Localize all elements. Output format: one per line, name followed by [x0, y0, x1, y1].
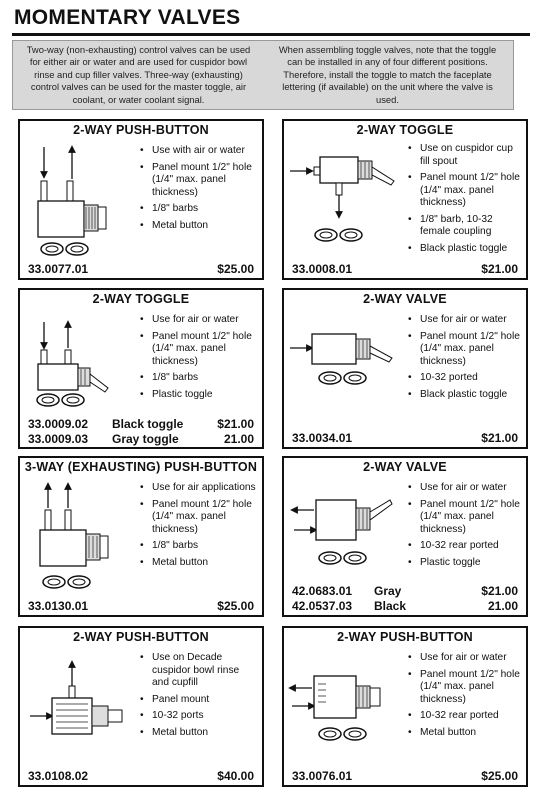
feature-item: • Use on cuspidor cup fill spout [408, 143, 524, 168]
feature-item: • Metal button [140, 220, 258, 233]
feature-item: • Metal button [140, 727, 258, 740]
feature-item: • Use for air or water [408, 652, 524, 665]
product-card-8 [282, 626, 528, 787]
product-card-6 [282, 456, 528, 617]
feature-list [408, 652, 524, 743]
toggle-valve-diagram [34, 320, 134, 410]
feature-item: • 10-32 ports [140, 710, 258, 723]
part-number: 33.0077.01 [28, 262, 89, 276]
toggle-valve-diagram [288, 145, 403, 257]
feature-item: • Metal button [408, 727, 524, 740]
push-button-valve-diagram [34, 480, 134, 595]
option-label: Black toggle [112, 417, 184, 431]
price: $21.00 [481, 431, 518, 445]
card-title: 2-WAY TOGGLE [92, 292, 190, 306]
valve-diagram [288, 486, 403, 586]
price: $25.00 [217, 262, 254, 276]
price: $40.00 [217, 769, 254, 783]
feature-item: • Black plastic toggle [408, 389, 524, 402]
feature-item: • 10-32 ported [408, 372, 524, 385]
option-price: 21.00 [223, 432, 254, 446]
product-card-4 [282, 288, 528, 449]
feature-item: • Use for air or water [408, 314, 524, 327]
option-price: $21.00 [217, 417, 254, 431]
part-number: 33.0034.01 [292, 431, 353, 445]
push-button-valve-diagram [288, 658, 403, 758]
feature-list [408, 314, 524, 405]
feature-item: • Use for air or water [408, 482, 524, 495]
part-number: 33.0008.01 [292, 262, 353, 276]
feature-list [140, 314, 258, 405]
title-rule [12, 33, 530, 36]
page-title: MOMENTARY VALVES [14, 6, 241, 29]
option-price: $21.00 [481, 584, 518, 598]
feature-item: • Panel mount 1/2" hole (1/4" max. panel thickness) [140, 162, 258, 200]
feature-item: • 10-32 rear ported [408, 540, 524, 553]
part-number: 33.0108.02 [28, 769, 89, 783]
feature-item: • 1/8" barbs [140, 540, 258, 553]
card-title: 2-WAY PUSH-BUTTON [73, 630, 209, 644]
feature-item: • Plastic toggle [140, 389, 258, 402]
feature-item: • 10-32 rear ported [408, 710, 524, 723]
feature-item: • Panel mount [140, 694, 258, 707]
product-card-3 [18, 288, 264, 449]
card-title: 2-WAY PUSH-BUTTON [73, 123, 209, 137]
part-number: 42.0683.01 [292, 584, 353, 598]
card-title: 3-WAY (EXHAUSTING) PUSH-BUTTON [24, 460, 258, 474]
feature-item: • Use for air or water [140, 314, 258, 327]
card-title: 2-WAY VALVE [363, 460, 447, 474]
product-card-5 [18, 456, 264, 617]
feature-list [408, 482, 524, 573]
feature-item: • Panel mount 1/2" hole (1/4" max. panel thickness) [408, 172, 524, 210]
feature-item: • Panel mount 1/2" hole (1/4" max. panel thickness) [140, 499, 258, 537]
feature-list [140, 145, 258, 236]
feature-item: • Black plastic toggle [408, 243, 524, 256]
option-label: Black [374, 599, 407, 613]
price: $21.00 [481, 262, 518, 276]
card-title: 2-WAY TOGGLE [356, 123, 454, 137]
feature-item: • Use with air or water [140, 145, 258, 158]
product-card-7 [18, 626, 264, 787]
price: $25.00 [217, 599, 254, 613]
part-number: 42.0537.03 [292, 599, 353, 613]
feature-item: • 1/8" barbs [140, 203, 258, 216]
intro-right-text: When assembling toggle valves, note that the toggle can be installed in any of four different positions. Therefore, install the toggle to match the faceplate lettering (if available) on the unit where the valve is used. [278, 44, 497, 105]
feature-list [140, 652, 258, 743]
option-label: Gray toggle [112, 432, 179, 446]
part-number: 33.0009.03 [28, 432, 89, 446]
intro-box [12, 40, 514, 110]
push-button-valve-diagram [26, 656, 136, 756]
feature-item: • 1/8" barb, 10-32 female coupling [408, 214, 524, 239]
feature-item: • Panel mount 1/2" hole (1/4" max. panel thickness) [408, 499, 524, 537]
feature-item: • Panel mount 1/2" hole (1/4" max. panel thickness) [140, 331, 258, 369]
feature-list [140, 482, 258, 573]
feature-item: • Panel mount 1/2" hole (1/4" max. panel thickness) [408, 669, 524, 707]
feature-item: • Metal button [140, 557, 258, 570]
option-label: Gray [374, 584, 402, 598]
push-button-valve-diagram [34, 143, 134, 258]
part-number: 33.0076.01 [292, 769, 353, 783]
feature-item: • 1/8" barbs [140, 372, 258, 385]
part-number: 33.0130.01 [28, 599, 89, 613]
feature-item: • Use on Decade cuspidor bowl rinse and cupfill [140, 652, 258, 690]
valve-diagram [288, 322, 403, 412]
feature-item: • Panel mount 1/2" hole (1/4" max. panel thickness) [408, 331, 524, 369]
option-price: 21.00 [487, 599, 518, 613]
card-title: 2-WAY VALVE [363, 292, 447, 306]
product-card-1 [18, 119, 264, 280]
part-number: 33.0009.02 [28, 417, 89, 431]
intro-left-text: Two-way (non-exhausting) control valves can be used for either air or water and are used for cuspidor bowl rinse and cup filler valves. Three-way (exhausting) control valves can be used for the master toggle, air coolant, or water coolant signal. [26, 44, 251, 105]
product-card-2 [282, 119, 528, 280]
feature-item: • Use for air applications [140, 482, 258, 495]
price: $25.00 [481, 769, 518, 783]
card-title: 2-WAY PUSH-BUTTON [337, 630, 473, 644]
feature-list [408, 143, 524, 259]
feature-item: • Plastic toggle [408, 557, 524, 570]
